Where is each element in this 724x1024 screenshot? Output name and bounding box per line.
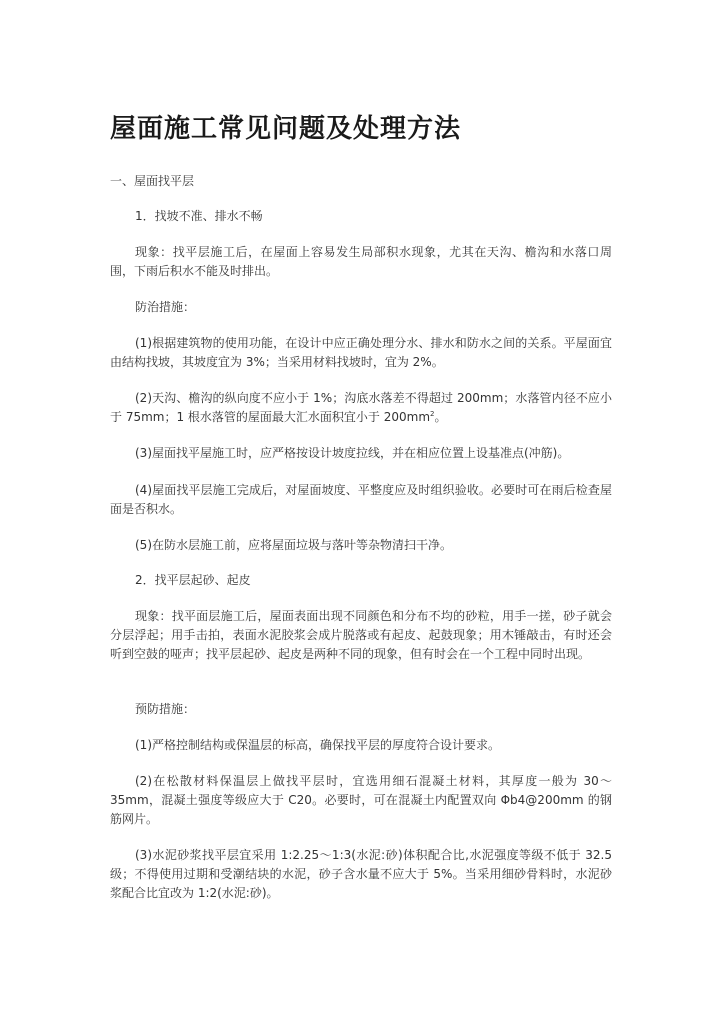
paragraph-measure-2-2: (2)在松散材料保温层上做找平层时，宜选用细石混凝土材料，其厚度一般为 30～35mm，混凝土强度等级应大于 C20。必要时，可在混凝土内配置双向 Φb4@200mm 的钢筋网片。 <box>110 774 612 826</box>
paragraph-measure-2-3: (3)水泥砂浆找平层宜采用 1:2.25～1:3(水泥:砂)体积配合比,水泥强度等级不低于 32.5 级；不得使用过期和受潮结块的水泥，砂子含水量不应大于 5%。当采用细砂骨料时，水泥砂浆配合比宜改为 1:2(水泥:砂)。 <box>110 848 612 900</box>
paragraph-measure-1-2 <box>110 389 612 427</box>
document-title: 屋面施工常见问题及处理方法 <box>110 114 462 144</box>
paragraph-measures-label-1: 防治措施： <box>135 300 196 314</box>
measure-1-2-end: 。 <box>434 410 447 424</box>
paragraph-measure-1-5: (5)在防水层施工前，应将屋面垃圾与落叶等杂物清扫干净。 <box>135 538 453 552</box>
paragraph-measures-label-2: 预防措施： <box>135 702 196 716</box>
paragraph-measure-1-4: (4)屋面找平层施工完成后，对屋面坡度、平整度应及时组织验收。必要时可在雨后检查屋面是否积水。 <box>110 483 612 516</box>
subheading-1: 1．找坡不准、排水不畅 <box>135 209 263 223</box>
paragraph-measure-1-3: (3)屋面找平屋施工时，应严格按设计坡度拉线，并在相应位置上设基准点(冲筋)。 <box>135 446 570 460</box>
subheading-2: 2．找平层起砂、起皮 <box>135 573 251 587</box>
section-heading-1: 一、屋面找平层 <box>110 174 195 188</box>
paragraph-phenomenon-1: 现象：找平层施工后，在屋面上容易发生局部积水现象，尤其在天沟、檐沟和水落口周围，下雨后积水不能及时排出。 <box>110 245 612 278</box>
measure-1-2-text: (2)天沟、檐沟的纵向度不应小于 1%；沟底水落差不得超过 200mm；水落管内径不应小于 75mm；1 根水落管的屋面最大汇水面积宜小于 200mm <box>110 391 612 424</box>
paragraph-measure-1-1: (1)根据建筑物的使用功能，在设计中应正确处理分水、排水和防水之间的关系。平屋面宜由结构找坡，其坡度宜为 3%；当采用材料找坡时，宜为 2%。 <box>110 336 612 369</box>
superscript-squared: 2 <box>430 410 435 418</box>
paragraph-measure-2-1: (1)严格控制结构或保温层的标高，确保找平层的厚度符合设计要求。 <box>135 738 501 752</box>
paragraph-phenomenon-2: 现象：找平面层施工后，屋面表面出现不同颜色和分布不均的砂粒，用手一搓，砂子就会分层浮起；用手击拍，表面水泥胶浆会成片脱落或有起皮、起鼓现象；用木锤敲击，有时还会听到空鼓的哑声；找平层起砂、起皮是两种不同的现象，但有时会在一个工程中同时出现。 <box>110 609 612 661</box>
